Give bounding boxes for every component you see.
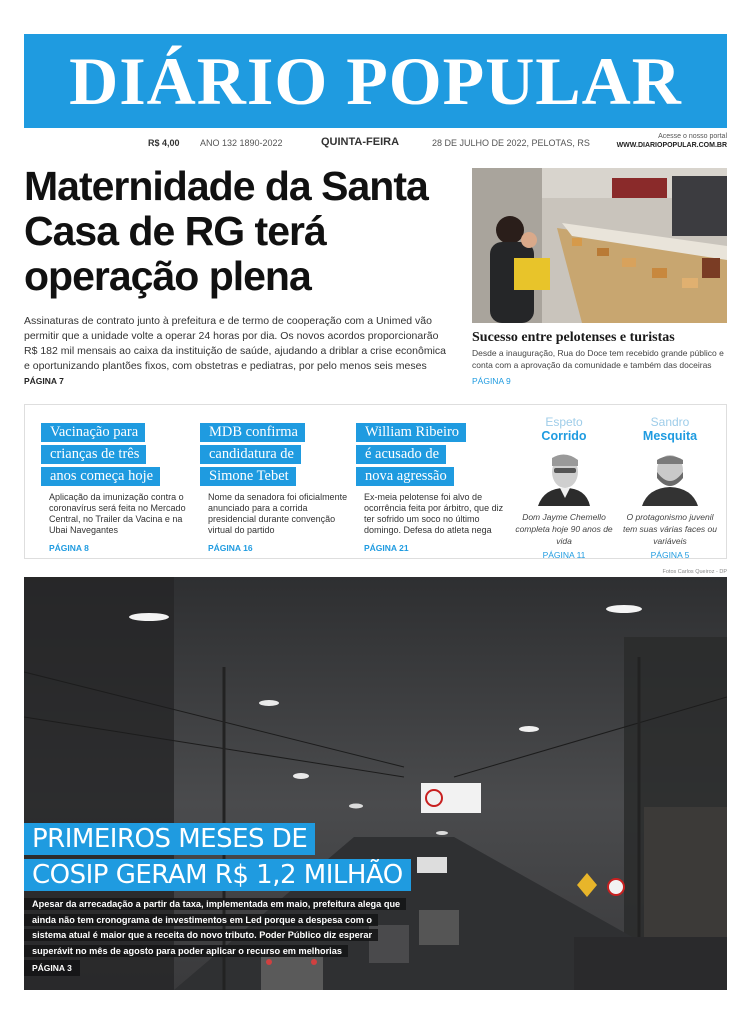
edition-info-bar — [24, 133, 727, 152]
story-page-ref: PÁGINA 16 — [208, 543, 253, 553]
main-page-ref: PÁGINA 7 — [24, 376, 64, 386]
newspaper-title: DIÁRIO POPULAR — [69, 42, 682, 119]
main-headline[interactable]: Maternidade da Santa Casa de RG terá operação plena — [24, 163, 428, 299]
story-title-line: é acusado de — [356, 445, 446, 464]
column-name: Espeto — [545, 415, 583, 429]
story-title-line: William Ribeiro — [356, 423, 466, 442]
story-text: Ex-meia pelotense foi alvo de ocorrência feita por árbitro, que diz ter sofrido um soco no último domingo. Defesa do atleta nega — [364, 492, 504, 535]
bottom-lead-text: Apesar da arrecadação a partir da taxa, implementada em maio, prefeitura alega que ainda não tem cronograma de investimentos em Led porque a despesa com o sistema atual é maior que a receita do novo tributo. Poder Público diz esperar superávit no mês de agosto para poder aplicar o recurso em melhorias — [24, 898, 406, 957]
portal-info — [617, 132, 727, 150]
story-title-line: candidatura de — [200, 445, 301, 464]
story-title — [356, 421, 504, 487]
story-title — [41, 421, 189, 487]
main-lead: Assinaturas de contrato junto à prefeitura e de termo de cooperação com a Unimed vão permitir que a unidade volte a operar 24 horas por dia. Os novos acordos proporcionarão R$ 182 mil mensais ao caixa da instituição de saúde, ajudando a driblar a crise econômica e oportunizando plantões fixos, com obstetras e pediatras, por pelo menos seis meses — [24, 315, 446, 372]
masthead — [24, 34, 727, 128]
story-william-ribeiro[interactable] — [356, 421, 504, 553]
story-text: Aplicação da imunização contra o coronavírus será feita no Mercado Central, no Trailer da Vacina e na Ubai Navegantes — [49, 492, 186, 535]
story-title-line: nova agressão — [356, 467, 454, 486]
photo-credit: Fotos Carlos Queiroz - DP — [662, 569, 727, 575]
column-page-ref: PÁGINA 5 — [650, 550, 690, 560]
price: R$ 4,00 — [148, 138, 180, 148]
story-page-ref: PÁGINA 21 — [364, 543, 409, 553]
weekday: QUINTA-FEIRA — [321, 136, 400, 148]
story-title-line: MDB confirma — [200, 423, 305, 442]
column-name: Mesquita — [642, 429, 698, 443]
bottom-lead — [24, 897, 404, 959]
columnist-photo — [640, 450, 700, 506]
story-vacinacao[interactable] — [41, 421, 189, 553]
bottom-headline-line-2[interactable]: COSIP GERAM R$ 1,2 MILHÃO — [24, 859, 411, 891]
column-name: Sandro — [650, 415, 690, 429]
columnist-photo — [534, 450, 594, 506]
story-page-ref: PÁGINA 8 — [49, 543, 89, 553]
column-name: Corrido — [541, 429, 587, 443]
photo-story-lead: Desde a inauguração, Rua do Doce tem recebido grande público e conta com a aprovação da comunidade e também das doceiras — [472, 348, 724, 370]
edition-year: ANO 132 1890-2022 — [200, 138, 283, 148]
portal-url[interactable]: WWW.DIARIOPOPULAR.COM.BR — [616, 142, 727, 149]
story-title — [200, 421, 348, 487]
column-page-ref: PÁGINA 11 — [542, 550, 586, 560]
story-mdb[interactable] — [200, 421, 348, 553]
story-title-line: crianças de três — [41, 445, 146, 464]
bottom-page-ref: PÁGINA 3 — [24, 960, 80, 976]
column-caption: O protagonismo juvenil tem suas várias faces ou variáveis — [622, 512, 717, 546]
secondary-stories-strip — [24, 404, 727, 559]
story-title-line: Simone Tebet — [200, 467, 296, 486]
date-location: 28 DE JULHO DE 2022, PELOTAS, RS — [432, 138, 590, 148]
story-text: Nome da senadora foi oficialmente anunciado para a corrida presidencial durante convenção virtual do partido — [208, 492, 348, 535]
bottom-headline-line-1[interactable]: PRIMEIROS MESES DE — [24, 823, 315, 855]
photo-story-page-ref: PÁGINA 9 — [472, 376, 511, 386]
portal-label: Acesse o nosso portal — [658, 133, 727, 140]
column-caption: Dom Jayme Chemello completa hoje 90 anos de vida — [515, 512, 613, 546]
rua-do-doce-photo[interactable] — [472, 168, 727, 323]
photo-story-title[interactable]: Sucesso entre pelotenses e turistas — [472, 330, 675, 345]
column-sandro-mesquita[interactable] — [619, 415, 721, 560]
column-espeto-corrido[interactable] — [513, 415, 615, 560]
story-title-line: Vacinação para — [41, 423, 145, 442]
story-title-line: anos começa hoje — [41, 467, 160, 486]
